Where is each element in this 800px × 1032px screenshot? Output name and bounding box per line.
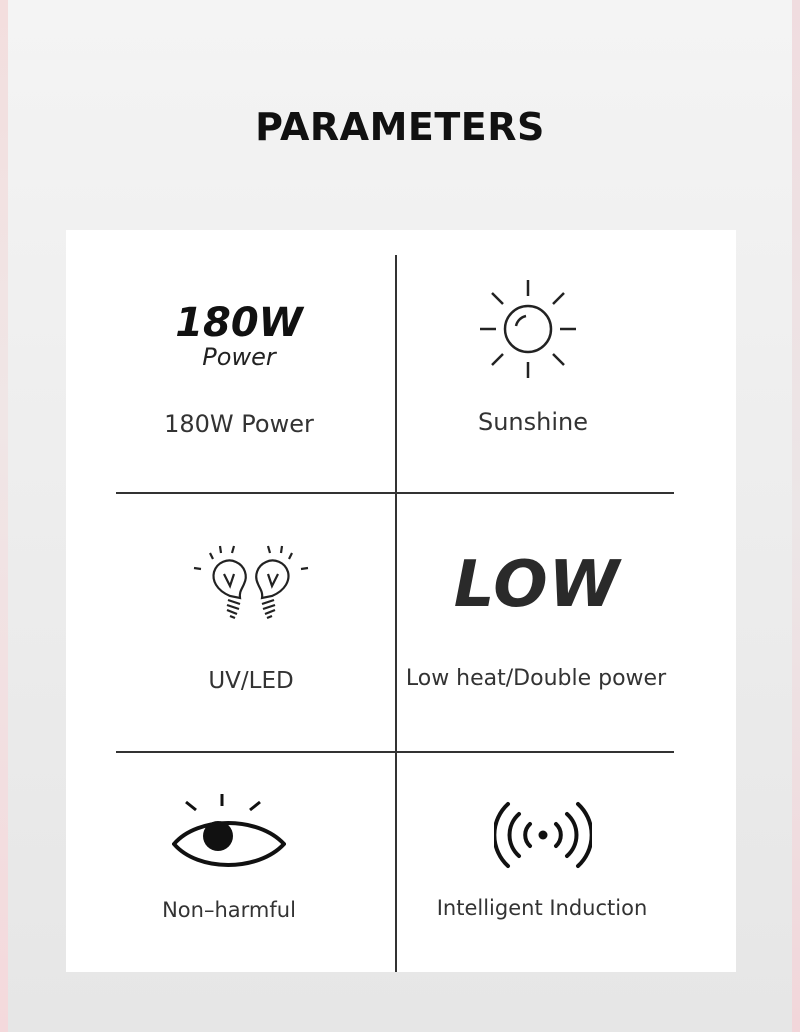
sunshine-label: Sunshine xyxy=(477,408,588,436)
page-title: PARAMETERS xyxy=(255,105,545,149)
horizontal-divider-bottom xyxy=(116,751,674,753)
low-text-graphic: LOW xyxy=(453,548,621,622)
parameters-card xyxy=(66,230,736,972)
non-harmful-label: Non–harmful xyxy=(162,898,296,922)
power-label: 180W Power xyxy=(164,410,314,438)
left-edge-tint xyxy=(0,0,8,1032)
power-value-graphic: 180W xyxy=(175,300,303,346)
sun-icon xyxy=(478,278,578,380)
uv-led-label: UV/LED xyxy=(208,668,294,694)
right-edge-tint xyxy=(792,0,800,1032)
low-heat-label: Low heat/Double power xyxy=(405,666,667,691)
light-bulbs-icon xyxy=(190,544,312,624)
sensor-waves-icon xyxy=(494,798,592,872)
eye-icon xyxy=(172,794,286,872)
induction-label: Intelligent Induction xyxy=(436,896,648,920)
power-sub-graphic: Power xyxy=(202,343,276,371)
horizontal-divider-top xyxy=(116,492,674,494)
